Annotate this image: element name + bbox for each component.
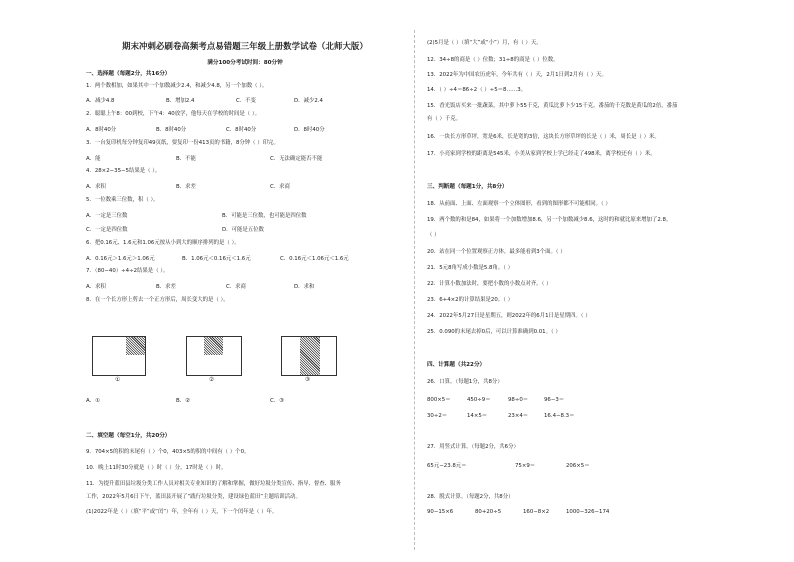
q1-option-b: B．增加2.4 — [166, 98, 195, 104]
q5-option-c: C．一定是四位数 — [86, 227, 128, 233]
question-2: 2．聪聪上午8：00到校，下午4：40放学，他每天在学校的时间是（ ）。 — [86, 111, 260, 117]
question-28: 28．脱式计算。（每题2分，共8分） — [427, 494, 514, 500]
q3-option-c: C．无法确定能否不能 — [270, 156, 323, 162]
figure-1-label: ① — [115, 377, 121, 383]
q5-option-d: D．可能是五位数 — [222, 227, 264, 233]
question-9: 9．704×5的积的末尾有（ ）个0，403×5的积的中间有（ ）个0。 — [86, 449, 250, 455]
q26-item-7: 23×4＝ — [508, 413, 529, 419]
q6-option-b: B．1.06元＜0.16元＜1.6元 — [182, 256, 251, 262]
q8-option-c: C．③ — [270, 398, 284, 404]
question-3: 3．一台复印机每分钟复印49页纸，要复印一份413页的书籍，8分钟（ ）印完。 — [86, 140, 279, 146]
column-divider — [414, 30, 415, 550]
q6-option-c: C．0.16元＜1.06元＜1.6元 — [280, 256, 349, 262]
q7-option-c: C．求商 — [226, 284, 246, 290]
figure-2-square-cut — [204, 337, 223, 355]
section-calc: 四、计算题（共22分） — [427, 362, 486, 368]
q8-option-b: B．② — [176, 398, 190, 404]
q4-option-c: C．求商 — [270, 184, 290, 190]
q28-item-3: 160−8×2 — [523, 509, 550, 515]
question-11-part1: (1)2022年是（ ）（填“平”或“闰”）年，全年有（ ）天，下一个闰年是（ ）年。 — [86, 509, 278, 515]
exam-subtitle: 满分100分考试时间：80分钟 — [207, 60, 283, 66]
question-19-line2: （ ） — [427, 232, 440, 238]
question-11-part2: (2)5月是（ ）（填“大”或“小”）月，有（ ）天。 — [427, 40, 542, 46]
q28-item-1: 90−15×6 — [427, 509, 454, 515]
section-judge: 三、判断题（每题1分，共8分） — [427, 184, 508, 190]
q1-option-d: D．减少2.4 — [294, 98, 323, 104]
q3-option-a: A．能 — [86, 156, 101, 162]
q28-item-2: 80+20÷5 — [475, 509, 502, 515]
question-18: 18．从前面、上面、左面观察一个立体图形，看到的图形都不可能相同。（ ） — [427, 201, 611, 207]
q7-option-a: A．求积 — [86, 284, 106, 290]
q2-option-d: D．8时40分 — [294, 127, 325, 133]
question-14: 14．（ ）÷4＝86÷2（ ）÷5＝8……3。 — [427, 87, 527, 93]
question-15-line2: 有（ ）千克。 — [427, 116, 462, 122]
q26-item-3: 98÷0＝ — [508, 397, 529, 403]
figure-3-rectangle — [281, 336, 337, 376]
question-22: 22．计算小数加法时，要把小数的小数点对齐。（ ） — [427, 281, 552, 287]
question-4: 4．28×2−35−5结果是（ ）。 — [86, 168, 161, 174]
question-8: 8．在一个长方形上剪去一个正方形后，周长变大的是（ ）。 — [86, 297, 229, 303]
q26-item-5: 30÷2＝ — [427, 413, 448, 419]
question-11-line1: 11．为提升蓝田县垃圾分类工作人员对相关专业知识的了解和掌握，做好垃圾分类宣传、指导、督查、服务 — [86, 481, 341, 487]
figure-3-label: ③ — [305, 377, 311, 383]
q1-option-a: A．减少4.8 — [86, 98, 115, 104]
q2-option-b: B．8时40分 — [156, 127, 187, 133]
figure-2-label: ② — [209, 377, 215, 383]
question-25: 25．0.090的末尾去掉0后，可以计算准确到0.01。（ ） — [427, 329, 561, 335]
question-24: 24．2022年5月27日是星期五，则2022年的6月1日是星期四。（ ） — [427, 313, 591, 319]
q26-item-2: 450÷9＝ — [467, 397, 491, 403]
question-21: 21．5元8角写成小数是5.8角。（ ） — [427, 265, 513, 271]
q26-item-8: 16.4−8.3＝ — [544, 413, 575, 419]
question-23: 23．6+4×2的计算结果是20。（ ） — [427, 297, 513, 303]
question-20: 20．站在同一个位置观察正方体，最多能看到3个面。（ ） — [427, 249, 566, 255]
q7-option-d: D．求和 — [294, 284, 315, 290]
question-16: 16．一块长方形草坪，宽是6米，长是宽的3倍，这块长方形草坪的长是（ ）米，周长是（ ）米。 — [427, 134, 660, 140]
exam-title: 期末冲刺必刷卷高频考点易错题三年级上册数学试卷（北师大版） — [122, 41, 368, 51]
q4-option-b: B．求差 — [176, 184, 196, 190]
q27-item-3: 206×5＝ — [566, 463, 590, 469]
figure-1-rectangle — [92, 336, 146, 376]
q6-option-a: A．0.16元＞1.6元＞1.06元 — [86, 256, 155, 262]
q27-item-2: 75×9＝ — [515, 463, 536, 469]
question-12: 12．34÷8的商是（ ）位数；31÷8的商是（ ）位数。 — [427, 57, 559, 63]
question-10: 10．晚上11时30分就是（ ）时（ ）分，17时是（ ）时。 — [86, 465, 227, 471]
q8-option-a: A．① — [86, 398, 100, 404]
q4-option-a: A．求积 — [86, 184, 106, 190]
section-choice: 一、选择题（每题2分，共16分） — [86, 71, 171, 77]
figure-1-square-cut — [126, 337, 145, 355]
section-fill: 二、填空题（每空1分，共20分） — [86, 433, 171, 439]
question-5: 5．一位数乘三位数，积（ ）。 — [86, 197, 159, 203]
q27-item-1: 65元−23.8元＝ — [427, 463, 467, 469]
question-7: 7．（80−40）÷4÷2结果是（ ）。 — [86, 268, 169, 274]
q2-option-a: A．8时40分 — [86, 127, 117, 133]
figure-3-square-cut — [300, 337, 320, 375]
q26-item-6: 14×5＝ — [467, 413, 488, 419]
question-13: 13．2022年为中国农历虎年，今年共有（ ）天，2月1日到2月有（ ）天。 — [427, 72, 607, 78]
question-15-line1: 15．香光饭店买来一批蔬菜，其中萝卜55千克，黄瓜比萝卜少15千克，番茄的千克数是黄瓜的2倍，番茄 — [427, 103, 678, 109]
question-11-line2: 工作，2022年5月6日下午，蓝田县开展了“践行垃圾分类，建设绿色蓝田”主题培训活动。 — [86, 494, 301, 500]
q28-item-4: 1000−326−174 — [566, 509, 610, 515]
q26-item-1: 800×5＝ — [427, 397, 451, 403]
question-27: 27．用竖式计算。（每题2分，共6分） — [427, 444, 519, 450]
question-6: 6．把0.16元、1.6元和1.06元按从小到大的顺序排列的是（ ）。 — [86, 240, 240, 246]
figure-2-rectangle — [186, 336, 242, 376]
question-1: 1．两个数相加，如果其中一个加数减少2.4，和减少4.8，另一个加数（ ）。 — [86, 83, 268, 89]
q1-option-c: C．不变 — [236, 98, 256, 104]
q26-item-4: 96−3＝ — [544, 397, 565, 403]
q2-option-c: C．8时40分 — [226, 127, 257, 133]
q5-option-a: A．一定是三位数 — [86, 213, 128, 219]
question-19-line1: 19．两个数的和是84，如果将一个加数增加8.6，另一个加数减少8.6，这时的和就比原来增加了2.8。 — [427, 217, 672, 223]
q5-option-b: B．可能是三位数，也可能是四位数 — [222, 213, 307, 219]
question-26: 26．口算。（每题1分，共8分） — [427, 379, 503, 385]
q7-option-b: B．求差 — [156, 284, 176, 290]
question-17: 17．小亮家到学校的距离是545米，小美从家到学校上学已经走了498米，离学校还有（ ）米。 — [427, 151, 656, 157]
q3-option-b: B．不能 — [176, 156, 196, 162]
